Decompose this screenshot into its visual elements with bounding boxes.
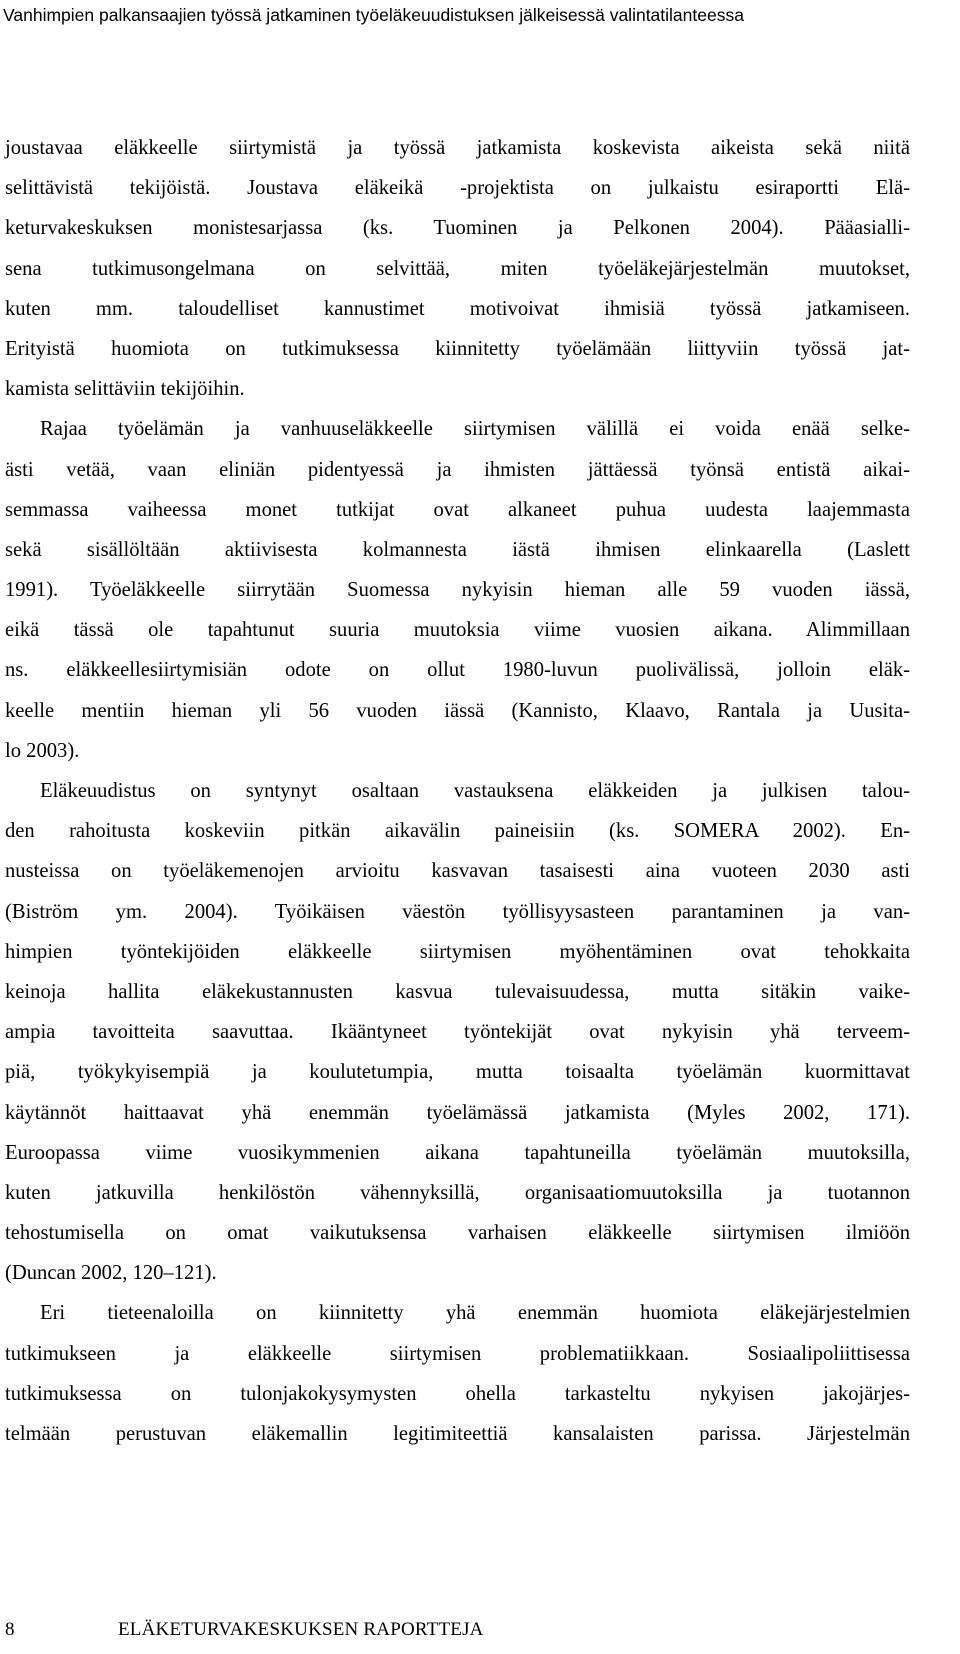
text-line: selittävistä tekijöistä. Joustava eläkeikä -projektista on julkaistu esiraportti Elä- bbox=[5, 177, 910, 200]
text-line: sena tutkimusongelmana on selvittää, miten työeläkejärjestelmän muutokset, bbox=[5, 257, 910, 280]
text-line: Euroopassa viime vuosikymmenien aikana tapahtuneilla työelämän muutoksilla, bbox=[5, 1141, 910, 1164]
text-line: sekä sisällöltään aktiivisesta kolmannesta iästä ihmisen elinkaarella (Laslett bbox=[5, 538, 910, 561]
text-line: keinoja hallita eläkekustannusten kasvua tulevaisuudessa, mutta sitäkin vaike- bbox=[5, 980, 910, 1003]
text-line: lo 2003). bbox=[5, 739, 80, 762]
text-line: (Biström ym. 2004). Työikäisen väestön työllisyysasteen parantaminen ja van- bbox=[5, 900, 910, 923]
paragraph bbox=[5, 409, 910, 771]
text-line: eikä tässä ole tapahtunut suuria muutoksia viime vuosien aikana. Alimmillaan bbox=[5, 619, 910, 642]
text-line: tutkimukseen ja eläkkeelle siirtymisen problematiikkaan. Sosiaalipoliittisessa bbox=[5, 1342, 910, 1365]
text-line: kuten mm. taloudelliset kannustimet motivoivat ihmisiä työssä jatkamiseen. bbox=[5, 297, 910, 320]
text-line: semmassa vaiheessa monet tutkijat ovat alkaneet puhua uudesta laajemmasta bbox=[5, 498, 910, 521]
text-line: ampia tavoitteita saavuttaa. Ikääntyneet työntekijät ovat nykyisin yhä terveem- bbox=[5, 1021, 910, 1044]
text-line: ns. eläkkeellesiirtymisiän odote on ollut 1980-luvun puolivälissä, jolloin eläk- bbox=[5, 659, 910, 682]
text-line: (Duncan 2002, 120–121). bbox=[5, 1262, 217, 1285]
text-line: kamista selittäviin tekijöihin. bbox=[5, 378, 245, 401]
text-line: joustavaa eläkkeelle siirtymistä ja työssä jatkamista koskevista aikeista sekä niitä bbox=[5, 137, 910, 159]
text-line: ästi vetää, vaan eliniän pidentyessä ja ihmisten jättäessä työnsä entistä aikai- bbox=[5, 458, 910, 481]
text-line: 1991). Työeläkkeelle siirrytään Suomessa nykyisin hieman alle 59 vuoden iässä, bbox=[5, 579, 910, 602]
series-name: ELÄKETURVAKESKUKSEN RAPORTTEJA bbox=[118, 1619, 484, 1640]
text-line: Erityistä huomiota on tutkimuksessa kiinnitetty työelämään liittyviin työssä jat- bbox=[5, 337, 910, 360]
paragraph bbox=[5, 128, 910, 409]
text-line: den rahoitusta koskeviin pitkän aikavälin paineisiin (ks. SOMERA 2002). En- bbox=[5, 820, 910, 843]
text-line: Eri tieteenaloilla on kiinnitetty yhä enemmän huomiota eläkejärjestelmien bbox=[40, 1302, 910, 1325]
page-number: 8 bbox=[5, 1619, 15, 1640]
text-line: käytännöt haittaavat yhä enemmän työelämässä jatkamista (Myles 2002, 171). bbox=[5, 1101, 910, 1124]
text-line: piä, työkykyisempiä ja koulutetumpia, mutta toisaalta työelämän kuormittavat bbox=[5, 1061, 910, 1084]
body-text bbox=[5, 128, 910, 1454]
paragraph bbox=[5, 1293, 910, 1454]
text-line: keelle mentiin hieman yli 56 vuoden iässä (Kannisto, Klaavo, Rantala ja Uusita- bbox=[5, 699, 910, 722]
text-line: kuten jatkuvilla henkilöstön vähennyksillä, organisaatiomuutoksilla ja tuotannon bbox=[5, 1181, 910, 1204]
text-line: Rajaa työelämän ja vanhuuseläkkeelle siirtymisen välillä ei voida enää selke- bbox=[40, 418, 910, 441]
running-header: Vanhimpien palkansaajien työssä jatkaminen työeläkeuudistuksen jälkeisessä valintatilanteessa bbox=[3, 5, 744, 25]
text-line: tehostumisella on omat vaikutuksensa varhaisen eläkkeelle siirtymisen ilmiöön bbox=[5, 1222, 910, 1245]
text-line: Eläkeuudistus on syntynyt osaltaan vastauksena eläkkeiden ja julkisen talou- bbox=[40, 780, 910, 802]
text-line: himpien työntekijöiden eläkkeelle siirtymisen myöhentäminen ovat tehokkaita bbox=[5, 940, 910, 963]
text-line: nusteissa on työeläkemenojen arvioitu kasvavan tasaisesti aina vuoteen 2030 asti bbox=[5, 860, 910, 883]
paragraph bbox=[5, 771, 910, 1293]
text-line: telmään perustuvan eläkemallin legitimiteettiä kansalaisten parissa. Järjestelmän bbox=[5, 1423, 910, 1445]
text-line: tutkimuksessa on tulonjakokysymysten ohella tarkasteltu nykyisen jakojärjes- bbox=[5, 1382, 910, 1405]
text-line: keturvakeskuksen monistesarjassa (ks. Tuominen ja Pelkonen 2004). Pääasialli- bbox=[5, 217, 910, 240]
